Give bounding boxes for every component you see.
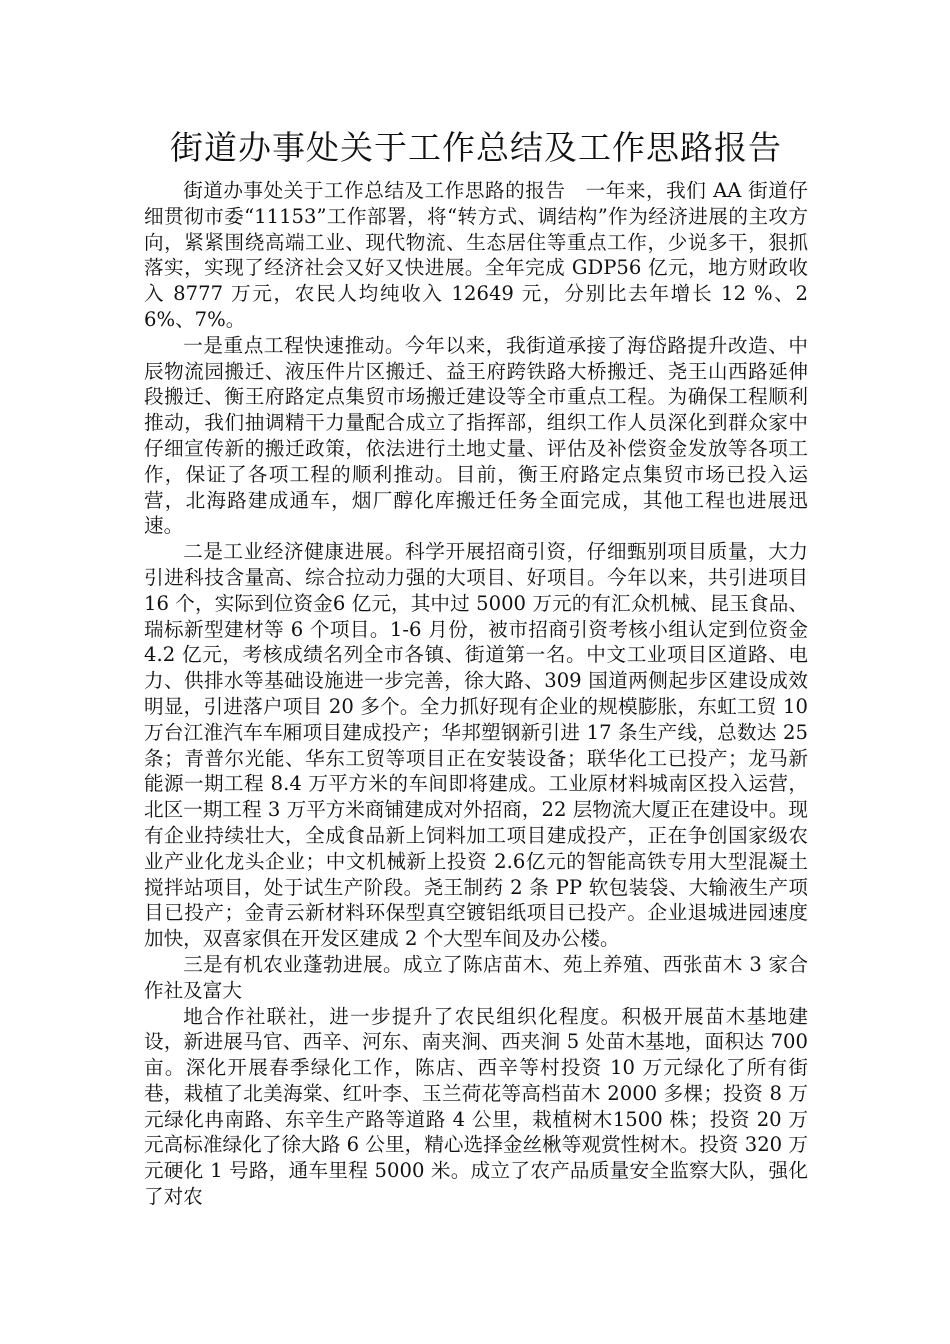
- document-title: 街道办事处关于工作总结及工作思路报告: [170, 128, 782, 167]
- paragraph-intro: 街道办事处关于工作总结及工作思路的报告 一年来，我们 AA 街道仔细贯彻市委“11153”工作部署，将“转方式、调结构”作为经济进展的主攻方向，紧紧围绕高端工业、现代物流、生态居住等重点工作，少说多干，狠抓落实，实现了经济社会又好又快进展。全年完成 GDP56 亿元，地方财政收入 8777 万元，农民人均纯收入 12649 元，分别比去年增长 12 %、26%、7%。: [144, 179, 808, 331]
- document-page: [144, 126, 808, 1210]
- paragraph-key-projects: 一是重点工程快速推动。今年以来，我街道承接了海岱路提升改造、中辰物流园搬迁、液压件片区搬迁、益王府跨铁路大桥搬迁、尧王山西路延伸段搬迁、衡王府路定点集贸市场搬迁建设等全市重点工程。为确保工程顺利推动，我们抽调精干力量配合成立了指挥部，组织工作人员深化到群众家中仔细宣传新的搬迁政策，依法进行土地丈量、评估及补偿资金发放等各项工作，保证了各项工程的顺利推动。目前，衡王府路定点集贸市场已投入运营，北海路建成通车，烟厂醇化库搬迁任务全面完成，其他工程也进展迅速。: [144, 333, 808, 538]
- paragraph-organic-agriculture: 三是有机农业蓬勃进展。成立了陈店苗木、苑上养殖、西张苗木 3 家合作社及富大: [144, 952, 808, 1002]
- paragraph-cooperative-union: 地合作社联社，进一步提升了农民组织化程度。积极开展苗木基地建设，新进展马官、西辛、河东、南夹涧、西夹涧 5 处苗木基地，面积达 700 亩。深化开展春季绿化工作，陈店、西辛等村投资 10 万元绿化了所有街巷，栽植了北美海棠、红叶李、玉兰荷花等高档苗木 2000 多棵；投资 8 万元绿化冉南路、东辛生产路等道路 4 公里，栽植树木1500 株；投资 20 万元高标准绿化了徐大路 6 公里，精心选择金丝楸等观赏性树木。投资 320 万元硬化 1 号路，通车里程 5000 米。成立了农产品质量安全监察大队，强化了对农: [144, 1004, 808, 1209]
- paragraph-industrial-economy: 二是工业经济健康进展。科学开展招商引资，仔细甄别项目质量，大力引进科技含量高、综合拉动力强的大项目、好项目。今年以来，共引进项目 16 个，实际到位资金6 亿元，其中过 5000 万元的有汇众机械、昆玉食品、瑞标新型建材等 6 个项目。1-6 月份，被市招商引资考核小组认定到位资金 4.2 亿元，考核成绩名列全市各镇、街道第一名。中文工业项目区道路、电力、供排水等基础设施进一步完善，徐大路、309 国道两侧起步区建设成效明显，引进落户项目 20 多个。全力抓好现有企业的规模膨胀，东虹工贸 10 万台江淮汽车车厢项目建成投产；华邦塑钢新引进 17 条生产线，总数达 25条；青普尔光能、华东工贸等项目正在安装设备；联华化工已投产；龙马新能源一期工程 8.4 万平方米的车间即将建成。工业原材料城南区投入运营，北区一期工程 3 万平方米商铺建成对外招商，22 层物流大厦正在建设中。现有企业持续壮大，全成食品新上饲料加工项目建成投产，正在争创国家级农业产业化龙头企业；中文机械新上投资 2.6亿元的智能高铁专用大型混凝土搅拌站项目，处于试生产阶段。尧王制药 2 条 PP 软包装袋、大输液生产项目已投产；金青云新材料环保型真空镀铝纸项目已投产。企业退城进园速度加快，双喜家俱在开发区建成 2 个大型车间及办公楼。: [144, 540, 808, 951]
